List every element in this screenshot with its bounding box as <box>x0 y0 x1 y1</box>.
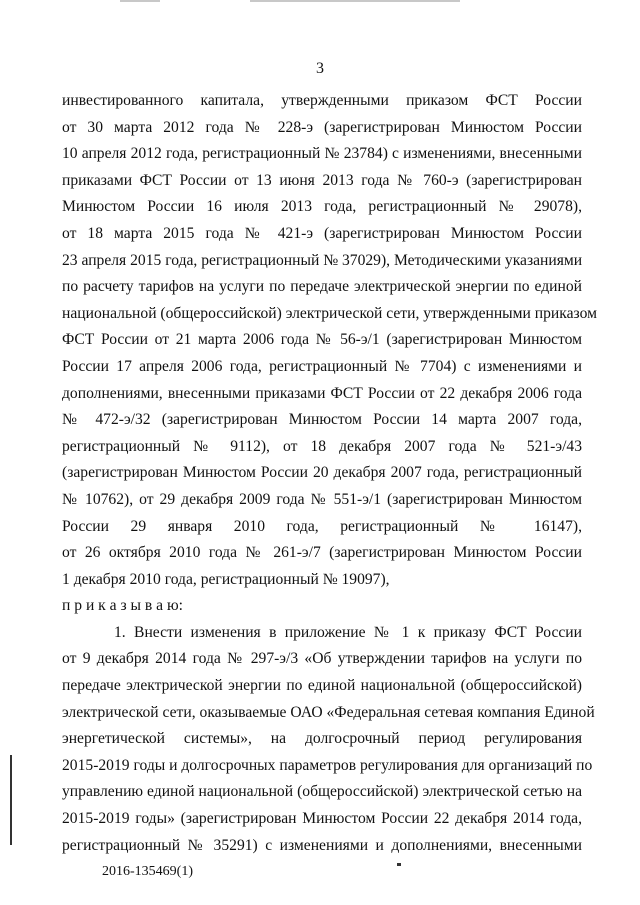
text-line: 1. Внести изменения в приложение № 1 к приказу ФСТ России <box>114 623 582 641</box>
text-line: 23 апреля 2015 года, регистрационный № 37029), Методическими указаниями <box>62 251 583 269</box>
scan-margin-mark <box>10 755 12 845</box>
text-line: электрической сети, оказываемые ОАО «Федеральная сетевая компания Единой <box>62 703 595 721</box>
text-line: инвестированного капитала, утвержденными приказом ФСТ России <box>62 92 582 109</box>
text-line: по расчету тарифов на услуги по передаче электрической энергии по единой <box>62 278 582 296</box>
text-line: Минюстом России 16 июля 2013 года, регистрационный № 29078), <box>62 198 582 216</box>
text-line: от 30 марта 2012 года № 228-э (зарегистрирован Минюстом России <box>62 118 582 136</box>
text-line: ФСТ России от 21 марта 2006 года № 56-э/1 (зарегистрирован Минюстом <box>62 331 582 349</box>
page-number: 3 <box>316 60 324 77</box>
text-line: от 26 октября 2010 года № 261-э/7 (зарегистрирован Минюстом России <box>62 544 582 562</box>
text-line: от 9 декабря 2014 года № 297-э/3 «Об утверждении тарифов на услуги по <box>62 650 582 668</box>
scan-top-rule-2 <box>250 0 460 2</box>
text-line: России 29 января 2010 года, регистрационный № 16147), <box>62 517 582 535</box>
order-keyword: п р и к а з ы в а ю: <box>62 597 183 615</box>
text-line: передаче электрической энергии по единой национальной (общероссийской) <box>62 677 582 695</box>
text-line: национальной (общероссийской) электрической сети, утвержденными приказом <box>62 304 597 322</box>
scan-top-rule-1 <box>120 0 160 2</box>
text-line: приказами ФСТ России от 13 июня 2013 года № 760-э (зарегистрирован <box>62 171 582 189</box>
text-line: 2015-2019 годы и долгосрочных параметров регулирования для организаций по <box>62 756 593 774</box>
text-line: (зарегистрирован Минюстом России 20 декабря 2007 года, регистрационный <box>62 464 582 482</box>
text-line: регистрационный № 9112), от 18 декабря 2007 года № 521-э/43 <box>62 437 582 455</box>
scan-speck <box>397 863 401 866</box>
text-line: № 10762), от 29 декабря 2009 года № 551-э/1 (зарегистрирован Минюстом <box>62 490 582 508</box>
text-line: управлению единой национальной (общероссийской) электрической сетью на <box>62 783 582 801</box>
text-line: России 17 апреля 2006 года, регистрационный № 7704) с изменениями и <box>62 357 582 375</box>
text-line: регистрационный № 35291) с изменениями и дополнениями, внесенными <box>62 836 582 854</box>
document-code: 2016-135469(1) <box>102 864 193 879</box>
text-line: № 472-э/32 (зарегистрирован Минюстом России 14 марта 2007 года, <box>62 411 582 429</box>
document-body <box>62 88 597 859</box>
text-line: 2015-2019 годы» (зарегистрирован Минюстом России 22 декабря 2014 года, <box>62 810 582 828</box>
text-line: 10 апреля 2012 года, регистрационный № 23784) с изменениями, внесенными <box>62 145 582 163</box>
text-line: от 18 марта 2015 года № 421-э (зарегистрирован Минюстом России <box>62 224 582 242</box>
text-line: 1 декабря 2010 года, регистрационный № 19097), <box>62 570 390 588</box>
text-line: энергетической системы», на долгосрочный период регулирования <box>62 730 582 748</box>
text-line: дополнениями, внесенными приказами ФСТ России от 22 декабря 2006 года <box>62 384 582 402</box>
